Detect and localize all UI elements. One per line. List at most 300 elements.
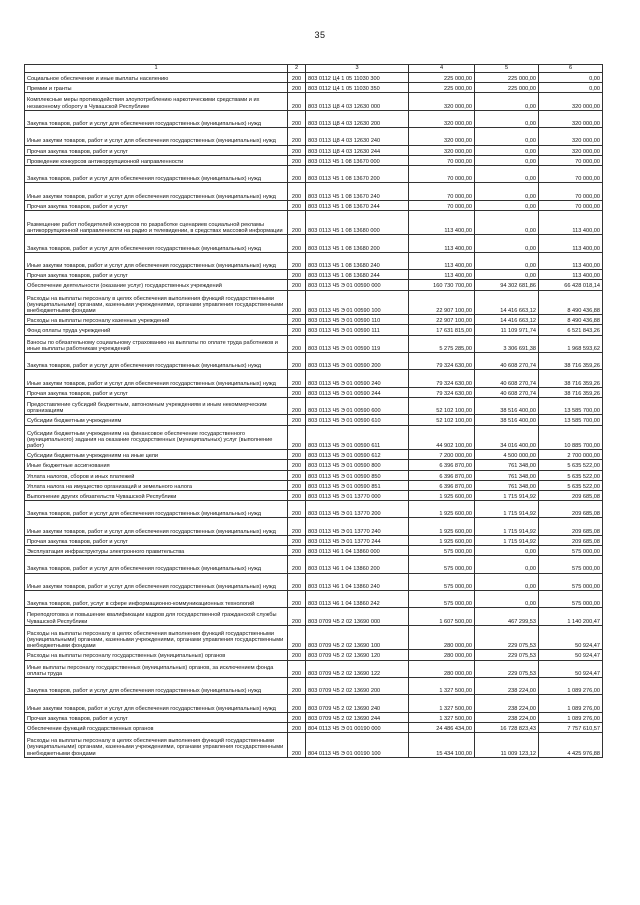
row-fact-cell: 0,00 <box>475 252 539 269</box>
row-plan-cell: 575 000,00 <box>409 546 475 556</box>
row-fact-cell: 14 416 663,12 <box>475 315 539 325</box>
row-kbk-cell: 803 0113 Ч5 Э 01 00590 240 <box>306 370 409 387</box>
row-fact-cell: 238 224,00 <box>475 712 539 722</box>
row-name-cell: Прочая закупка товаров, работ и услуг <box>25 712 288 722</box>
table-row <box>25 210 603 235</box>
row-code-cell: 200 <box>288 556 306 573</box>
row-fact-cell: 16 728 823,43 <box>475 722 539 732</box>
row-fact-cell: 761 348,00 <box>475 470 539 480</box>
row-fact-cell: 0,00 <box>475 145 539 155</box>
row-kbk-cell: 803 0113 Ч5 1 08 13670 000 <box>306 155 409 165</box>
row-plan-cell: 70 000,00 <box>409 183 475 200</box>
row-rest-cell: 575 000,00 <box>539 546 603 556</box>
row-code-cell: 200 <box>288 650 306 660</box>
row-kbk-cell: 803 0112 Ц4 1 05 11030 350 <box>306 83 409 93</box>
row-fact-cell: 38 516 400,00 <box>475 397 539 414</box>
row-rest-cell: 320 000,00 <box>539 93 603 110</box>
row-code-cell: 200 <box>288 83 306 93</box>
row-plan-cell: 575 000,00 <box>409 556 475 573</box>
table-row <box>25 450 603 460</box>
row-kbk-cell: 803 0113 Ц8 4 03 12630 000 <box>306 93 409 110</box>
row-name-cell: Иные закупки товаров, работ и услуг для обеспечения государственных (муниципальных) нужд <box>25 695 288 712</box>
row-name-cell: Премии и гранты <box>25 83 288 93</box>
row-plan-cell: 113 400,00 <box>409 270 475 280</box>
table-row <box>25 280 603 290</box>
row-kbk-cell: 803 0113 Ч5 Э 01 00590 100 <box>306 290 409 315</box>
row-fact-cell: 40 608 270,74 <box>475 353 539 370</box>
row-name-cell: Проведение конкурсов антикоррупционной направленности <box>25 155 288 165</box>
row-plan-cell: 113 400,00 <box>409 235 475 252</box>
row-code-cell: 200 <box>288 200 306 210</box>
row-code-cell: 200 <box>288 695 306 712</box>
row-plan-cell: 6 396 870,00 <box>409 480 475 490</box>
table-row <box>25 660 603 677</box>
row-kbk-cell: 803 0113 Ч6 1 04 13860 242 <box>306 591 409 608</box>
row-plan-cell: 70 000,00 <box>409 165 475 182</box>
row-code-cell: 200 <box>288 518 306 535</box>
row-name-cell: Иные выплаты персоналу государственных (муниципальных) органов, за исключением фонда оплаты труда <box>25 660 288 677</box>
row-fact-cell: 34 016 400,00 <box>475 425 539 450</box>
row-name-cell: Расходы на выплаты персоналу государственных (муниципальных) органов <box>25 650 288 660</box>
row-name-cell: Взносы по обязательному социальному страхованию на выплаты по оплате труда работников и иные выплаты работникам учреждений <box>25 335 288 352</box>
table-row <box>25 315 603 325</box>
row-rest-cell: 13 585 700,00 <box>539 415 603 425</box>
row-code-cell: 200 <box>288 353 306 370</box>
row-fact-cell: 0,00 <box>475 270 539 280</box>
row-code-cell: 200 <box>288 128 306 145</box>
row-rest-cell: 50 924,47 <box>539 660 603 677</box>
row-name-cell: Социальное обеспечение и иные выплаты населению <box>25 73 288 83</box>
row-code-cell: 200 <box>288 470 306 480</box>
row-name-cell: Закупка товаров, работ и услуг для обеспечения государственных (муниципальных) нужд <box>25 677 288 694</box>
row-code-cell: 200 <box>288 325 306 335</box>
row-kbk-cell: 803 0113 Ц8 4 03 12630 240 <box>306 128 409 145</box>
row-plan-cell: 280 000,00 <box>409 660 475 677</box>
row-kbk-cell: 803 0709 Ч5 2 02 13690 100 <box>306 625 409 650</box>
row-plan-cell: 52 102 100,00 <box>409 415 475 425</box>
row-plan-cell: 44 902 100,00 <box>409 425 475 450</box>
row-code-cell: 200 <box>288 155 306 165</box>
row-rest-cell: 0,00 <box>539 83 603 93</box>
column-header: 5 <box>475 65 539 73</box>
table-row <box>25 397 603 414</box>
table-row <box>25 128 603 145</box>
table-row <box>25 480 603 490</box>
row-fact-cell: 0,00 <box>475 200 539 210</box>
row-rest-cell: 1 089 276,00 <box>539 712 603 722</box>
row-fact-cell: 0,00 <box>475 546 539 556</box>
table-row <box>25 165 603 182</box>
row-fact-cell: 40 608 270,74 <box>475 370 539 387</box>
row-code-cell: 200 <box>288 450 306 460</box>
row-rest-cell: 320 000,00 <box>539 110 603 127</box>
table-row <box>25 733 603 758</box>
row-name-cell: Комплексные меры противодействия злоупотреблению наркотическими средствами и их незаконному обороту в Чувашской Республике <box>25 93 288 110</box>
row-rest-cell: 8 490 436,88 <box>539 290 603 315</box>
row-kbk-cell: 803 0113 Ч5 Э 01 00590 850 <box>306 470 409 480</box>
row-name-cell: Субсидии бюджетным учреждениям на финансовое обеспечение государственного (муниципального) задания на оказание государственных (муниципальных) услуг (выполнение работ) <box>25 425 288 450</box>
row-plan-cell: 113 400,00 <box>409 252 475 269</box>
row-plan-cell: 575 000,00 <box>409 573 475 590</box>
row-rest-cell: 1 089 276,00 <box>539 695 603 712</box>
row-rest-cell: 70 000,00 <box>539 155 603 165</box>
row-name-cell: Обеспечение функций государственных органов <box>25 722 288 732</box>
row-kbk-cell: 803 0113 Ч5 Э 01 00590 110 <box>306 315 409 325</box>
row-rest-cell: 66 428 018,14 <box>539 280 603 290</box>
row-code-cell: 200 <box>288 290 306 315</box>
row-code-cell: 200 <box>288 501 306 518</box>
row-fact-cell: 40 608 270,74 <box>475 387 539 397</box>
page-number: 35 <box>314 30 326 40</box>
row-kbk-cell: 803 0113 Ч5 Э 01 13770 244 <box>306 535 409 545</box>
row-fact-cell: 38 516 400,00 <box>475 415 539 425</box>
row-name-cell: Эксплуатация инфраструктуры электронного правительства <box>25 546 288 556</box>
row-code-cell: 200 <box>288 252 306 269</box>
row-kbk-cell: 803 0113 Ч5 Э 01 00590 851 <box>306 480 409 490</box>
row-code-cell: 200 <box>288 145 306 155</box>
row-rest-cell: 209 685,08 <box>539 501 603 518</box>
row-kbk-cell: 803 0113 Ч5 Э 01 00590 111 <box>306 325 409 335</box>
row-fact-cell: 0,00 <box>475 210 539 235</box>
row-kbk-cell: 803 0113 Ц8 4 03 12630 244 <box>306 145 409 155</box>
table-row <box>25 155 603 165</box>
row-name-cell: Прочая закупка товаров, работ и услуг <box>25 200 288 210</box>
row-code-cell: 200 <box>288 625 306 650</box>
row-fact-cell: 1 715 914,92 <box>475 490 539 500</box>
row-code-cell: 200 <box>288 546 306 556</box>
row-name-cell: Расходы на выплаты персоналу в целях обеспечения выполнения функций государственными (муниципальными) органами, казенными учреждениями, органами управления государственными внебюджетными фондами <box>25 290 288 315</box>
row-name-cell: Закупка товаров, работ, услуг в сфере информационно-коммуникационных технологий <box>25 591 288 608</box>
row-name-cell: Иные закупки товаров, работ и услуг для обеспечения государственных (муниципальных) нужд <box>25 370 288 387</box>
row-fact-cell: 0,00 <box>475 128 539 145</box>
table-row <box>25 252 603 269</box>
row-rest-cell: 209 685,08 <box>539 490 603 500</box>
column-header: 4 <box>409 65 475 73</box>
row-rest-cell: 113 400,00 <box>539 235 603 252</box>
column-header: 2 <box>288 65 306 73</box>
row-fact-cell: 0,00 <box>475 235 539 252</box>
row-name-cell: Иные бюджетные ассигнования <box>25 460 288 470</box>
row-plan-cell: 6 396 870,00 <box>409 470 475 480</box>
row-rest-cell: 4 425 976,88 <box>539 733 603 758</box>
row-rest-cell: 209 685,08 <box>539 518 603 535</box>
row-kbk-cell: 803 0709 Ч5 2 02 13690 000 <box>306 608 409 625</box>
row-name-cell: Расходы на выплаты персоналу в целях обеспечения выполнения функций государственными (муниципальными) органами, казенными учреждениями, органами управления государственными внебюджетными фондами <box>25 625 288 650</box>
row-rest-cell: 70 000,00 <box>539 165 603 182</box>
row-code-cell: 200 <box>288 722 306 732</box>
row-plan-cell: 1 925 600,00 <box>409 501 475 518</box>
table-row <box>25 235 603 252</box>
row-name-cell: Переподготовка и повышение квалификации кадров для государственной гражданской службы Чувашской Республики <box>25 608 288 625</box>
row-plan-cell: 1 327 500,00 <box>409 712 475 722</box>
row-name-cell: Расходы на выплаты персоналу казенных учреждений <box>25 315 288 325</box>
row-kbk-cell: 803 0113 Ч6 1 04 13860 240 <box>306 573 409 590</box>
row-name-cell: Фонд оплаты труда учреждений <box>25 325 288 335</box>
table-row <box>25 183 603 200</box>
row-code-cell: 200 <box>288 235 306 252</box>
row-name-cell: Субсидии бюджетным учреждениям на иные цели <box>25 450 288 460</box>
row-plan-cell: 70 000,00 <box>409 155 475 165</box>
row-code-cell: 200 <box>288 335 306 352</box>
row-code-cell: 200 <box>288 210 306 235</box>
row-plan-cell: 1 327 500,00 <box>409 677 475 694</box>
row-fact-cell: 225 000,00 <box>475 83 539 93</box>
table-row <box>25 625 603 650</box>
row-code-cell: 200 <box>288 93 306 110</box>
row-code-cell: 200 <box>288 660 306 677</box>
row-fact-cell: 14 416 663,12 <box>475 290 539 315</box>
row-plan-cell: 225 000,00 <box>409 83 475 93</box>
table-row <box>25 712 603 722</box>
table-row <box>25 335 603 352</box>
row-rest-cell: 7 757 610,57 <box>539 722 603 732</box>
row-rest-cell: 1 140 200,47 <box>539 608 603 625</box>
row-code-cell: 200 <box>288 733 306 758</box>
row-rest-cell: 70 000,00 <box>539 200 603 210</box>
row-code-cell: 200 <box>288 165 306 182</box>
row-code-cell: 200 <box>288 73 306 83</box>
row-fact-cell: 761 348,00 <box>475 480 539 490</box>
row-name-cell: Закупка товаров, работ и услуг для обеспечения государственных (муниципальных) нужд <box>25 235 288 252</box>
row-kbk-cell: 803 0113 Ч5 Э 01 00590 800 <box>306 460 409 470</box>
row-plan-cell: 24 486 434,00 <box>409 722 475 732</box>
row-rest-cell: 209 685,08 <box>539 535 603 545</box>
row-fact-cell: 0,00 <box>475 183 539 200</box>
row-rest-cell: 2 700 000,00 <box>539 450 603 460</box>
row-plan-cell: 79 324 630,00 <box>409 370 475 387</box>
row-plan-cell: 1 925 600,00 <box>409 490 475 500</box>
row-code-cell: 200 <box>288 677 306 694</box>
row-kbk-cell: 803 0113 Ч5 Э 01 00590 244 <box>306 387 409 397</box>
table-row <box>25 650 603 660</box>
row-plan-cell: 320 000,00 <box>409 93 475 110</box>
row-rest-cell: 13 585 700,00 <box>539 397 603 414</box>
row-plan-cell: 5 275 285,00 <box>409 335 475 352</box>
row-code-cell: 200 <box>288 608 306 625</box>
row-plan-cell: 6 396 870,00 <box>409 460 475 470</box>
table-row <box>25 353 603 370</box>
row-rest-cell: 320 000,00 <box>539 128 603 145</box>
row-name-cell: Закупка товаров, работ и услуг для обеспечения государственных (муниципальных) нужд <box>25 353 288 370</box>
row-fact-cell: 225 000,00 <box>475 73 539 83</box>
row-kbk-cell: 803 0113 Ч5 1 08 13670 240 <box>306 183 409 200</box>
row-rest-cell: 575 000,00 <box>539 591 603 608</box>
row-fact-cell: 0,00 <box>475 155 539 165</box>
row-name-cell: Предоставление субсидий бюджетным, автономным учреждениям и иным некоммерческим организациям <box>25 397 288 414</box>
row-kbk-cell: 803 0709 Ч5 2 02 13690 120 <box>306 650 409 660</box>
row-fact-cell: 0,00 <box>475 573 539 590</box>
row-kbk-cell: 803 0113 Ч5 Э 01 00590 612 <box>306 450 409 460</box>
row-fact-cell: 1 715 914,92 <box>475 501 539 518</box>
row-code-cell: 200 <box>288 370 306 387</box>
row-fact-cell: 0,00 <box>475 556 539 573</box>
row-kbk-cell: 803 0113 Ч5 Э 01 00590 611 <box>306 425 409 450</box>
row-kbk-cell: 803 0113 Ч5 Э 01 13770 000 <box>306 490 409 500</box>
row-rest-cell: 70 000,00 <box>539 183 603 200</box>
row-rest-cell: 113 400,00 <box>539 210 603 235</box>
row-name-cell: Закупка товаров, работ и услуг для обеспечения государственных (муниципальных) нужд <box>25 501 288 518</box>
table-row <box>25 535 603 545</box>
row-plan-cell: 1 327 500,00 <box>409 695 475 712</box>
row-name-cell: Иные закупки товаров, работ и услуг для обеспечения государственных (муниципальных) нужд <box>25 573 288 590</box>
row-rest-cell: 38 716 359,26 <box>539 387 603 397</box>
table-row <box>25 145 603 155</box>
row-fact-cell: 238 224,00 <box>475 695 539 712</box>
row-plan-cell: 15 434 100,00 <box>409 733 475 758</box>
row-fact-cell: 761 348,00 <box>475 460 539 470</box>
row-plan-cell: 22 907 100,00 <box>409 290 475 315</box>
row-rest-cell: 0,00 <box>539 73 603 83</box>
table-row <box>25 501 603 518</box>
row-kbk-cell: 803 0113 Ч5 Э 01 00590 119 <box>306 335 409 352</box>
row-kbk-cell: 803 0113 Ч5 1 08 13670 200 <box>306 165 409 182</box>
table-row <box>25 470 603 480</box>
row-fact-cell: 1 715 914,92 <box>475 518 539 535</box>
row-code-cell: 200 <box>288 460 306 470</box>
row-plan-cell: 52 102 100,00 <box>409 397 475 414</box>
row-name-cell: Прочая закупка товаров, работ и услуг <box>25 270 288 280</box>
row-kbk-cell: 803 0113 Ч5 Э 01 00590 600 <box>306 397 409 414</box>
row-code-cell: 200 <box>288 415 306 425</box>
column-number-row <box>25 65 603 73</box>
row-rest-cell: 8 490 436,88 <box>539 315 603 325</box>
table-row <box>25 608 603 625</box>
row-kbk-cell: 803 0709 Ч5 2 02 13690 244 <box>306 712 409 722</box>
row-fact-cell: 1 715 914,92 <box>475 535 539 545</box>
row-fact-cell: 0,00 <box>475 165 539 182</box>
row-fact-cell: 0,00 <box>475 93 539 110</box>
table-row <box>25 93 603 110</box>
row-code-cell: 200 <box>288 535 306 545</box>
row-fact-cell: 3 306 691,38 <box>475 335 539 352</box>
row-fact-cell: 11 109 971,74 <box>475 325 539 335</box>
row-kbk-cell: 803 0709 Ч5 2 02 13690 240 <box>306 695 409 712</box>
row-kbk-cell: 803 0113 Ч5 1 08 13680 240 <box>306 252 409 269</box>
row-code-cell: 200 <box>288 425 306 450</box>
row-rest-cell: 320 000,00 <box>539 145 603 155</box>
row-code-cell: 200 <box>288 591 306 608</box>
row-rest-cell: 5 635 522,00 <box>539 460 603 470</box>
row-code-cell: 200 <box>288 110 306 127</box>
table-row <box>25 425 603 450</box>
table-row <box>25 415 603 425</box>
column-header: 1 <box>25 65 288 73</box>
row-plan-cell: 22 907 100,00 <box>409 315 475 325</box>
row-rest-cell: 1 968 593,62 <box>539 335 603 352</box>
row-kbk-cell: 803 0113 Ч5 1 08 13680 000 <box>306 210 409 235</box>
row-name-cell: Обеспечение деятельности (оказание услуг) государственных учреждений <box>25 280 288 290</box>
row-name-cell: Размещение работ победителей конкурсов по разработке сценариев социальной рекламы антикоррупционной направленности на радио и телевидении, в средствах массовой информации <box>25 210 288 235</box>
budget-execution-table <box>24 64 603 758</box>
row-name-cell: Закупка товаров, работ и услуг для обеспечения государственных (муниципальных) нужд <box>25 165 288 182</box>
row-code-cell: 200 <box>288 573 306 590</box>
row-rest-cell: 1 089 276,00 <box>539 677 603 694</box>
row-kbk-cell: 803 0113 Ч6 1 04 13860 000 <box>306 546 409 556</box>
row-name-cell: Прочая закупка товаров, работ и услуг <box>25 145 288 155</box>
row-plan-cell: 113 400,00 <box>409 210 475 235</box>
row-name-cell: Закупка товаров, работ и услуг для обеспечения государственных (муниципальных) нужд <box>25 110 288 127</box>
row-name-cell: Иные закупки товаров, работ и услуг для обеспечения государственных (муниципальных) нужд <box>25 252 288 269</box>
table-row <box>25 695 603 712</box>
row-name-cell: Закупка товаров, работ и услуг для обеспечения государственных (муниципальных) нужд <box>25 556 288 573</box>
table-row <box>25 325 603 335</box>
row-name-cell: Выполнение других обязательств Чувашской Республики <box>25 490 288 500</box>
row-kbk-cell: 803 0113 Ч5 Э 01 13770 200 <box>306 501 409 518</box>
row-rest-cell: 113 400,00 <box>539 270 603 280</box>
row-rest-cell: 5 635 522,00 <box>539 480 603 490</box>
row-plan-cell: 320 000,00 <box>409 110 475 127</box>
row-kbk-cell: 803 0113 Ч5 Э 01 13770 240 <box>306 518 409 535</box>
row-kbk-cell: 803 0113 Ч5 1 08 13680 200 <box>306 235 409 252</box>
row-plan-cell: 17 631 815,00 <box>409 325 475 335</box>
row-code-cell: 200 <box>288 270 306 280</box>
row-rest-cell: 113 400,00 <box>539 252 603 269</box>
table-row <box>25 490 603 500</box>
row-plan-cell: 320 000,00 <box>409 128 475 145</box>
row-plan-cell: 1 925 600,00 <box>409 518 475 535</box>
row-name-cell: Уплата налога на имущество организаций и земельного налога <box>25 480 288 490</box>
table-row <box>25 591 603 608</box>
column-header: 6 <box>539 65 603 73</box>
row-plan-cell: 70 000,00 <box>409 200 475 210</box>
row-code-cell: 200 <box>288 387 306 397</box>
row-plan-cell: 225 000,00 <box>409 73 475 83</box>
row-plan-cell: 160 730 700,00 <box>409 280 475 290</box>
row-name-cell: Прочая закупка товаров, работ и услуг <box>25 535 288 545</box>
row-name-cell: Уплата налогов, сборов и иных платежей <box>25 470 288 480</box>
table-row <box>25 387 603 397</box>
row-kbk-cell: 803 0113 Ч5 1 08 13680 244 <box>306 270 409 280</box>
row-fact-cell: 467 299,53 <box>475 608 539 625</box>
row-kbk-cell: 804 0113 Ч5 Э 01 00190 000 <box>306 722 409 732</box>
row-name-cell: Расходы на выплаты персоналу в целях обеспечения выполнения функций государственными (муниципальными) органами, казенными учреждениями, органами управления государственными внебюджетными фондами <box>25 733 288 758</box>
row-fact-cell: 229 075,53 <box>475 650 539 660</box>
table-row <box>25 110 603 127</box>
row-code-cell: 200 <box>288 183 306 200</box>
row-code-cell: 200 <box>288 480 306 490</box>
row-kbk-cell: 803 0709 Ч5 2 02 13690 122 <box>306 660 409 677</box>
table-row <box>25 270 603 280</box>
row-name-cell: Иные закупки товаров, работ и услуг для обеспечения государственных (муниципальных) нужд <box>25 128 288 145</box>
row-rest-cell: 50 924,47 <box>539 625 603 650</box>
table-row <box>25 546 603 556</box>
row-rest-cell: 575 000,00 <box>539 573 603 590</box>
row-plan-cell: 7 200 000,00 <box>409 450 475 460</box>
table-row <box>25 83 603 93</box>
row-name-cell: Иные закупки товаров, работ и услуг для обеспечения государственных (муниципальных) нужд <box>25 518 288 535</box>
row-plan-cell: 575 000,00 <box>409 591 475 608</box>
row-plan-cell: 79 324 630,00 <box>409 387 475 397</box>
row-rest-cell: 10 885 700,00 <box>539 425 603 450</box>
table-row <box>25 518 603 535</box>
row-plan-cell: 1 925 600,00 <box>409 535 475 545</box>
table-row <box>25 677 603 694</box>
row-kbk-cell: 803 0113 Ч5 Э 01 00590 610 <box>306 415 409 425</box>
row-kbk-cell: 803 0709 Ч5 2 02 13690 200 <box>306 677 409 694</box>
row-fact-cell: 0,00 <box>475 110 539 127</box>
row-fact-cell: 11 009 123,12 <box>475 733 539 758</box>
row-fact-cell: 4 500 000,00 <box>475 450 539 460</box>
row-code-cell: 200 <box>288 280 306 290</box>
table-row <box>25 556 603 573</box>
row-name-cell: Иные закупки товаров, работ и услуг для обеспечения государственных (муниципальных) нужд <box>25 183 288 200</box>
row-kbk-cell: 803 0113 Ч5 1 08 13670 244 <box>306 200 409 210</box>
row-plan-cell: 79 324 630,00 <box>409 353 475 370</box>
row-rest-cell: 5 635 522,00 <box>539 470 603 480</box>
row-name-cell: Субсидии бюджетным учреждениям <box>25 415 288 425</box>
table-row <box>25 460 603 470</box>
row-plan-cell: 320 000,00 <box>409 145 475 155</box>
